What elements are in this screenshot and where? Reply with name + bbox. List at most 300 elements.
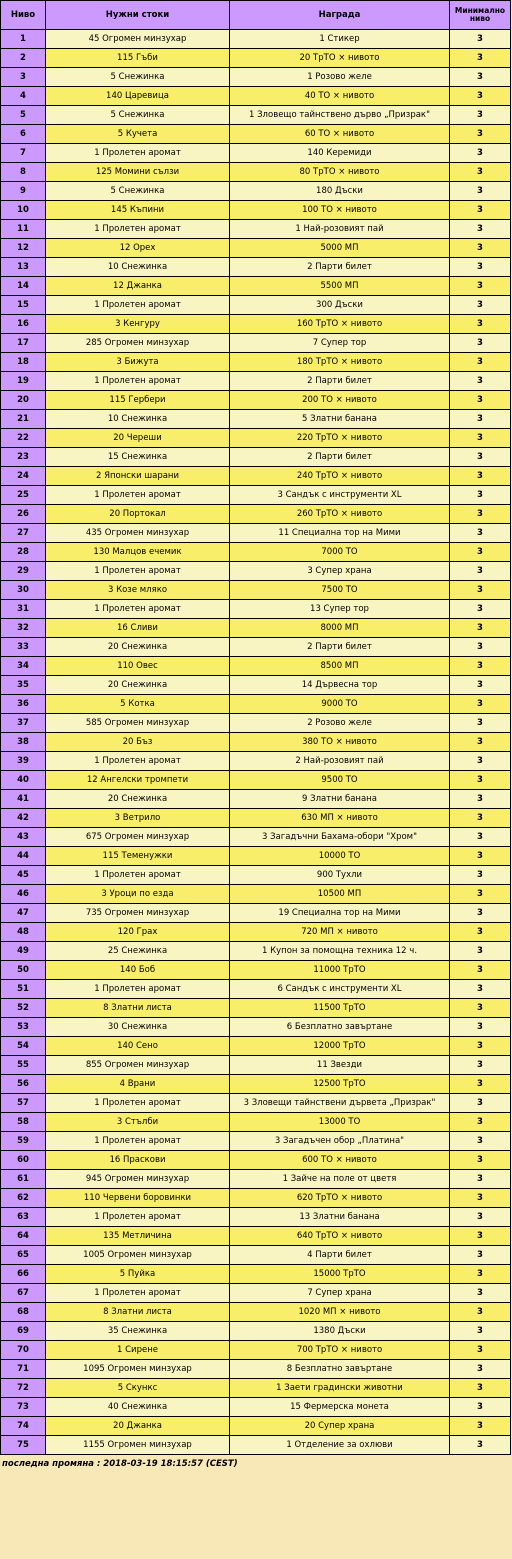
table-row <box>1 391 511 410</box>
row-required-goods: 25 Снежинка <box>46 942 230 961</box>
row-level: 37 <box>1 714 46 733</box>
row-reward: 7500 ТО <box>230 581 450 600</box>
row-min-level: 3 <box>450 638 511 657</box>
row-reward: 6 Сандък с инструменти XL <box>230 980 450 999</box>
row-reward: 620 ТрТО × нивото <box>230 1189 450 1208</box>
row-required-goods: 1 Пролетен аромат <box>46 980 230 999</box>
table-row <box>1 1018 511 1037</box>
row-min-level: 3 <box>450 277 511 296</box>
row-required-goods: 5 Пуйка <box>46 1265 230 1284</box>
table-row <box>1 30 511 49</box>
row-min-level: 3 <box>450 220 511 239</box>
row-reward: 19 Специална тор на Мими <box>230 904 450 923</box>
row-min-level: 3 <box>450 676 511 695</box>
table-row <box>1 1417 511 1436</box>
row-reward: 260 ТрТО × нивото <box>230 505 450 524</box>
row-reward: 240 ТрТО × нивото <box>230 467 450 486</box>
row-min-level: 3 <box>450 714 511 733</box>
row-min-level: 3 <box>450 467 511 486</box>
row-required-goods: 5 Кучета <box>46 125 230 144</box>
row-reward: 300 Дъски <box>230 296 450 315</box>
row-min-level: 3 <box>450 448 511 467</box>
table-row <box>1 448 511 467</box>
table-row <box>1 49 511 68</box>
row-required-goods: 855 Огромен минзухар <box>46 1056 230 1075</box>
row-min-level: 3 <box>450 1379 511 1398</box>
row-level: 17 <box>1 334 46 353</box>
row-required-goods: 1 Пролетен аромат <box>46 486 230 505</box>
row-required-goods: 5 Снежинка <box>46 182 230 201</box>
table-row <box>1 866 511 885</box>
table-row <box>1 220 511 239</box>
row-level: 5 <box>1 106 46 125</box>
row-level: 18 <box>1 353 46 372</box>
row-reward: 220 ТрТО × нивото <box>230 429 450 448</box>
table-row <box>1 1037 511 1056</box>
row-min-level: 3 <box>450 828 511 847</box>
row-reward: 380 ТО × нивото <box>230 733 450 752</box>
row-level: 51 <box>1 980 46 999</box>
row-reward: 2 Парти билет <box>230 258 450 277</box>
row-min-level: 3 <box>450 809 511 828</box>
row-reward: 6 Безплатно завъртане <box>230 1018 450 1037</box>
row-required-goods: 1 Пролетен аромат <box>46 866 230 885</box>
table-row <box>1 809 511 828</box>
row-level: 71 <box>1 1360 46 1379</box>
row-required-goods: 1 Пролетен аромат <box>46 1208 230 1227</box>
row-level: 43 <box>1 828 46 847</box>
table-row <box>1 1151 511 1170</box>
row-reward: 3 Сандък с инструменти XL <box>230 486 450 505</box>
table-row <box>1 277 511 296</box>
row-min-level: 3 <box>450 106 511 125</box>
row-required-goods: 1 Пролетен аромат <box>46 296 230 315</box>
row-reward: 12500 ТрТО <box>230 1075 450 1094</box>
row-level: 24 <box>1 467 46 486</box>
table-row <box>1 486 511 505</box>
row-min-level: 3 <box>450 1151 511 1170</box>
row-min-level: 3 <box>450 163 511 182</box>
table-row <box>1 847 511 866</box>
row-required-goods: 110 Червени боровинки <box>46 1189 230 1208</box>
table-row <box>1 885 511 904</box>
row-min-level: 3 <box>450 410 511 429</box>
row-min-level: 3 <box>450 999 511 1018</box>
table-row <box>1 1265 511 1284</box>
table-row <box>1 296 511 315</box>
row-reward: 9 Златни банана <box>230 790 450 809</box>
row-required-goods: 4 Врани <box>46 1075 230 1094</box>
row-level: 41 <box>1 790 46 809</box>
header-reward: Награда <box>230 1 450 30</box>
row-level: 57 <box>1 1094 46 1113</box>
row-required-goods: 1 Пролетен аромат <box>46 372 230 391</box>
row-reward: 2 Парти билет <box>230 372 450 391</box>
table-row <box>1 1246 511 1265</box>
row-required-goods: 15 Снежинка <box>46 448 230 467</box>
row-level: 2 <box>1 49 46 68</box>
table-row <box>1 904 511 923</box>
row-reward: 80 ТрТО × нивото <box>230 163 450 182</box>
row-required-goods: 5 Скункс <box>46 1379 230 1398</box>
row-reward: 100 ТО × нивото <box>230 201 450 220</box>
row-min-level: 3 <box>450 1246 511 1265</box>
table-row <box>1 334 511 353</box>
table-body <box>1 30 511 1455</box>
row-required-goods: 16 Сливи <box>46 619 230 638</box>
table-row <box>1 562 511 581</box>
row-level: 68 <box>1 1303 46 1322</box>
row-reward: 9000 ТО <box>230 695 450 714</box>
row-min-level: 3 <box>450 486 511 505</box>
row-level: 23 <box>1 448 46 467</box>
row-reward: 11500 ТрТО <box>230 999 450 1018</box>
row-min-level: 3 <box>450 562 511 581</box>
row-level: 13 <box>1 258 46 277</box>
row-required-goods: 3 Бижута <box>46 353 230 372</box>
row-level: 16 <box>1 315 46 334</box>
row-min-level: 3 <box>450 980 511 999</box>
row-required-goods: 135 Метличина <box>46 1227 230 1246</box>
row-required-goods: 16 Праскови <box>46 1151 230 1170</box>
row-min-level: 3 <box>450 695 511 714</box>
row-reward: 4 Парти билет <box>230 1246 450 1265</box>
row-level: 36 <box>1 695 46 714</box>
table-row <box>1 1284 511 1303</box>
row-level: 52 <box>1 999 46 1018</box>
row-reward: 1 Най-розовият пай <box>230 220 450 239</box>
row-min-level: 3 <box>450 429 511 448</box>
row-required-goods: 3 Козе мляко <box>46 581 230 600</box>
row-min-level: 3 <box>450 144 511 163</box>
row-required-goods: 585 Огромен минзухар <box>46 714 230 733</box>
row-required-goods: 8 Златни листа <box>46 1303 230 1322</box>
row-required-goods: 1 Пролетен аромат <box>46 562 230 581</box>
row-min-level: 3 <box>450 1056 511 1075</box>
row-level: 6 <box>1 125 46 144</box>
table-row <box>1 410 511 429</box>
row-reward: 7000 ТО <box>230 543 450 562</box>
row-min-level: 3 <box>450 182 511 201</box>
row-required-goods: 1 Пролетен аромат <box>46 220 230 239</box>
row-required-goods: 125 Момини сълзи <box>46 163 230 182</box>
row-level: 72 <box>1 1379 46 1398</box>
row-required-goods: 10 Снежинка <box>46 258 230 277</box>
row-level: 15 <box>1 296 46 315</box>
table-row <box>1 619 511 638</box>
table-row <box>1 695 511 714</box>
row-level: 60 <box>1 1151 46 1170</box>
row-required-goods: 20 Бъз <box>46 733 230 752</box>
row-level: 63 <box>1 1208 46 1227</box>
row-reward: 1 Отделение за охлюви <box>230 1436 450 1455</box>
row-required-goods: 20 Снежинка <box>46 676 230 695</box>
row-level: 20 <box>1 391 46 410</box>
row-reward: 13000 ТО <box>230 1113 450 1132</box>
row-level: 30 <box>1 581 46 600</box>
row-reward: 13 Златни банана <box>230 1208 450 1227</box>
row-level: 50 <box>1 961 46 980</box>
table-row <box>1 543 511 562</box>
row-reward: 11 Специална тор на Мими <box>230 524 450 543</box>
row-level: 22 <box>1 429 46 448</box>
row-level: 62 <box>1 1189 46 1208</box>
table-row <box>1 999 511 1018</box>
row-min-level: 3 <box>450 1018 511 1037</box>
row-level: 56 <box>1 1075 46 1094</box>
header-level: Ниво <box>1 1 46 30</box>
row-level: 14 <box>1 277 46 296</box>
table-row <box>1 714 511 733</box>
table-row <box>1 68 511 87</box>
row-reward: 700 ТрТО × нивото <box>230 1341 450 1360</box>
row-reward: 200 ТО × нивото <box>230 391 450 410</box>
table-row <box>1 923 511 942</box>
table-row <box>1 1170 511 1189</box>
row-level: 11 <box>1 220 46 239</box>
row-min-level: 3 <box>450 847 511 866</box>
table-row <box>1 1398 511 1417</box>
table-row <box>1 638 511 657</box>
row-reward: 1380 Дъски <box>230 1322 450 1341</box>
row-required-goods: 1 Пролетен аромат <box>46 1094 230 1113</box>
row-required-goods: 145 Къпини <box>46 201 230 220</box>
row-level: 38 <box>1 733 46 752</box>
table-row <box>1 961 511 980</box>
row-reward: 2 Най-розовият пай <box>230 752 450 771</box>
row-min-level: 3 <box>450 87 511 106</box>
row-min-level: 3 <box>450 1094 511 1113</box>
row-required-goods: 140 Царевица <box>46 87 230 106</box>
row-level: 25 <box>1 486 46 505</box>
row-level: 9 <box>1 182 46 201</box>
table-row <box>1 1094 511 1113</box>
row-reward: 5500 МП <box>230 277 450 296</box>
header-min-level: Минимално ниво <box>450 1 511 30</box>
row-min-level: 3 <box>450 258 511 277</box>
row-min-level: 3 <box>450 581 511 600</box>
row-required-goods: 35 Снежинка <box>46 1322 230 1341</box>
row-reward: 160 ТрТО × нивото <box>230 315 450 334</box>
row-min-level: 3 <box>450 30 511 49</box>
table-row <box>1 1075 511 1094</box>
table-row <box>1 239 511 258</box>
row-required-goods: 20 Череши <box>46 429 230 448</box>
table-row <box>1 657 511 676</box>
row-min-level: 3 <box>450 524 511 543</box>
table-row <box>1 372 511 391</box>
row-level: 73 <box>1 1398 46 1417</box>
row-required-goods: 120 Грах <box>46 923 230 942</box>
table-row <box>1 106 511 125</box>
row-level: 58 <box>1 1113 46 1132</box>
row-reward: 2 Парти билет <box>230 448 450 467</box>
row-reward: 10500 МП <box>230 885 450 904</box>
row-required-goods: 3 Кенгуру <box>46 315 230 334</box>
row-level: 55 <box>1 1056 46 1075</box>
row-min-level: 3 <box>450 904 511 923</box>
table-row <box>1 315 511 334</box>
row-min-level: 3 <box>450 1417 511 1436</box>
row-level: 27 <box>1 524 46 543</box>
row-reward: 3 Загадъчен обор „Платина" <box>230 1132 450 1151</box>
table-row <box>1 201 511 220</box>
table-row <box>1 182 511 201</box>
row-reward: 11 Звезди <box>230 1056 450 1075</box>
row-level: 46 <box>1 885 46 904</box>
row-min-level: 3 <box>450 505 511 524</box>
row-level: 74 <box>1 1417 46 1436</box>
row-min-level: 3 <box>450 619 511 638</box>
table-row <box>1 1056 511 1075</box>
table-row <box>1 1189 511 1208</box>
table-row <box>1 581 511 600</box>
row-reward: 40 ТО × нивото <box>230 87 450 106</box>
row-reward: 11000 ТрТО <box>230 961 450 980</box>
row-reward: 5000 МП <box>230 239 450 258</box>
row-min-level: 3 <box>450 771 511 790</box>
row-min-level: 3 <box>450 1189 511 1208</box>
row-level: 4 <box>1 87 46 106</box>
table-row <box>1 752 511 771</box>
row-min-level: 3 <box>450 657 511 676</box>
row-reward: 7 Супер тор <box>230 334 450 353</box>
row-reward: 1 Розово желе <box>230 68 450 87</box>
row-required-goods: 5 Снежинка <box>46 106 230 125</box>
table-row <box>1 942 511 961</box>
row-required-goods: 2 Японски шарани <box>46 467 230 486</box>
row-level: 32 <box>1 619 46 638</box>
table-row <box>1 505 511 524</box>
table-row <box>1 524 511 543</box>
row-level: 3 <box>1 68 46 87</box>
row-required-goods: 115 Гербери <box>46 391 230 410</box>
row-level: 40 <box>1 771 46 790</box>
row-reward: 2 Розово желе <box>230 714 450 733</box>
table-row <box>1 125 511 144</box>
table-row <box>1 1208 511 1227</box>
row-min-level: 3 <box>450 68 511 87</box>
row-min-level: 3 <box>450 961 511 980</box>
row-required-goods: 40 Снежинка <box>46 1398 230 1417</box>
row-reward: 1 Заети градински животни <box>230 1379 450 1398</box>
row-reward: 3 Загадъчни Бахама-обори "Хром" <box>230 828 450 847</box>
row-min-level: 3 <box>450 790 511 809</box>
row-reward: 7 Супер храна <box>230 1284 450 1303</box>
row-reward: 140 Керемиди <box>230 144 450 163</box>
row-reward: 13 Супер тор <box>230 600 450 619</box>
row-reward: 15000 ТрТО <box>230 1265 450 1284</box>
row-min-level: 3 <box>450 1322 511 1341</box>
row-level: 54 <box>1 1037 46 1056</box>
row-required-goods: 3 Ветрило <box>46 809 230 828</box>
row-required-goods: 30 Снежинка <box>46 1018 230 1037</box>
row-level: 7 <box>1 144 46 163</box>
table-row <box>1 144 511 163</box>
row-required-goods: 130 Малцов ечемик <box>46 543 230 562</box>
table-row <box>1 1132 511 1151</box>
row-min-level: 3 <box>450 1170 511 1189</box>
row-required-goods: 1 Пролетен аромат <box>46 144 230 163</box>
row-level: 48 <box>1 923 46 942</box>
row-min-level: 3 <box>450 239 511 258</box>
table-row <box>1 1436 511 1455</box>
table-row <box>1 87 511 106</box>
row-min-level: 3 <box>450 942 511 961</box>
row-level: 19 <box>1 372 46 391</box>
row-min-level: 3 <box>450 600 511 619</box>
row-level: 33 <box>1 638 46 657</box>
row-level: 61 <box>1 1170 46 1189</box>
row-required-goods: 20 Джанка <box>46 1417 230 1436</box>
row-reward: 600 ТО × нивото <box>230 1151 450 1170</box>
row-reward: 720 МП × нивото <box>230 923 450 942</box>
row-min-level: 3 <box>450 1113 511 1132</box>
row-level: 69 <box>1 1322 46 1341</box>
row-required-goods: 285 Огромен минзухар <box>46 334 230 353</box>
row-required-goods: 5 Снежинка <box>46 68 230 87</box>
row-min-level: 3 <box>450 1227 511 1246</box>
header-required-goods: Нужни стоки <box>46 1 230 30</box>
table-row <box>1 1322 511 1341</box>
row-level: 47 <box>1 904 46 923</box>
table-row <box>1 600 511 619</box>
row-reward: 1 Зайче на поле от цветя <box>230 1170 450 1189</box>
row-reward: 8000 МП <box>230 619 450 638</box>
row-min-level: 3 <box>450 733 511 752</box>
row-min-level: 3 <box>450 1341 511 1360</box>
row-min-level: 3 <box>450 201 511 220</box>
row-min-level: 3 <box>450 49 511 68</box>
row-required-goods: 1 Сирене <box>46 1341 230 1360</box>
row-required-goods: 5 Котка <box>46 695 230 714</box>
table-row <box>1 1360 511 1379</box>
row-required-goods: 115 Гъби <box>46 49 230 68</box>
table-row <box>1 1379 511 1398</box>
row-reward: 12000 ТрТО <box>230 1037 450 1056</box>
row-reward: 3 Зловещи тайнствени дървета „Призрак" <box>230 1094 450 1113</box>
row-min-level: 3 <box>450 296 511 315</box>
row-min-level: 3 <box>450 334 511 353</box>
table-row <box>1 429 511 448</box>
row-reward: 20 ТрТО × нивото <box>230 49 450 68</box>
row-reward: 630 МП × нивото <box>230 809 450 828</box>
row-reward: 180 ТрТО × нивото <box>230 353 450 372</box>
row-required-goods: 20 Снежинка <box>46 638 230 657</box>
row-reward: 3 Супер храна <box>230 562 450 581</box>
row-required-goods: 1 Пролетен аромат <box>46 1132 230 1151</box>
row-min-level: 3 <box>450 1037 511 1056</box>
row-min-level: 3 <box>450 315 511 334</box>
row-reward: 2 Парти билет <box>230 638 450 657</box>
row-min-level: 3 <box>450 391 511 410</box>
row-min-level: 3 <box>450 1132 511 1151</box>
row-min-level: 3 <box>450 752 511 771</box>
row-level: 67 <box>1 1284 46 1303</box>
table-header-row <box>1 1 511 30</box>
row-level: 53 <box>1 1018 46 1037</box>
row-required-goods: 8 Златни листа <box>46 999 230 1018</box>
row-min-level: 3 <box>450 1303 511 1322</box>
row-min-level: 3 <box>450 1284 511 1303</box>
table-row <box>1 1227 511 1246</box>
row-required-goods: 3 Стълби <box>46 1113 230 1132</box>
table-row <box>1 733 511 752</box>
row-reward: 14 Дървесна тор <box>230 676 450 695</box>
row-reward: 1020 МП × нивото <box>230 1303 450 1322</box>
row-required-goods: 675 Огромен минзухар <box>46 828 230 847</box>
table-row <box>1 467 511 486</box>
